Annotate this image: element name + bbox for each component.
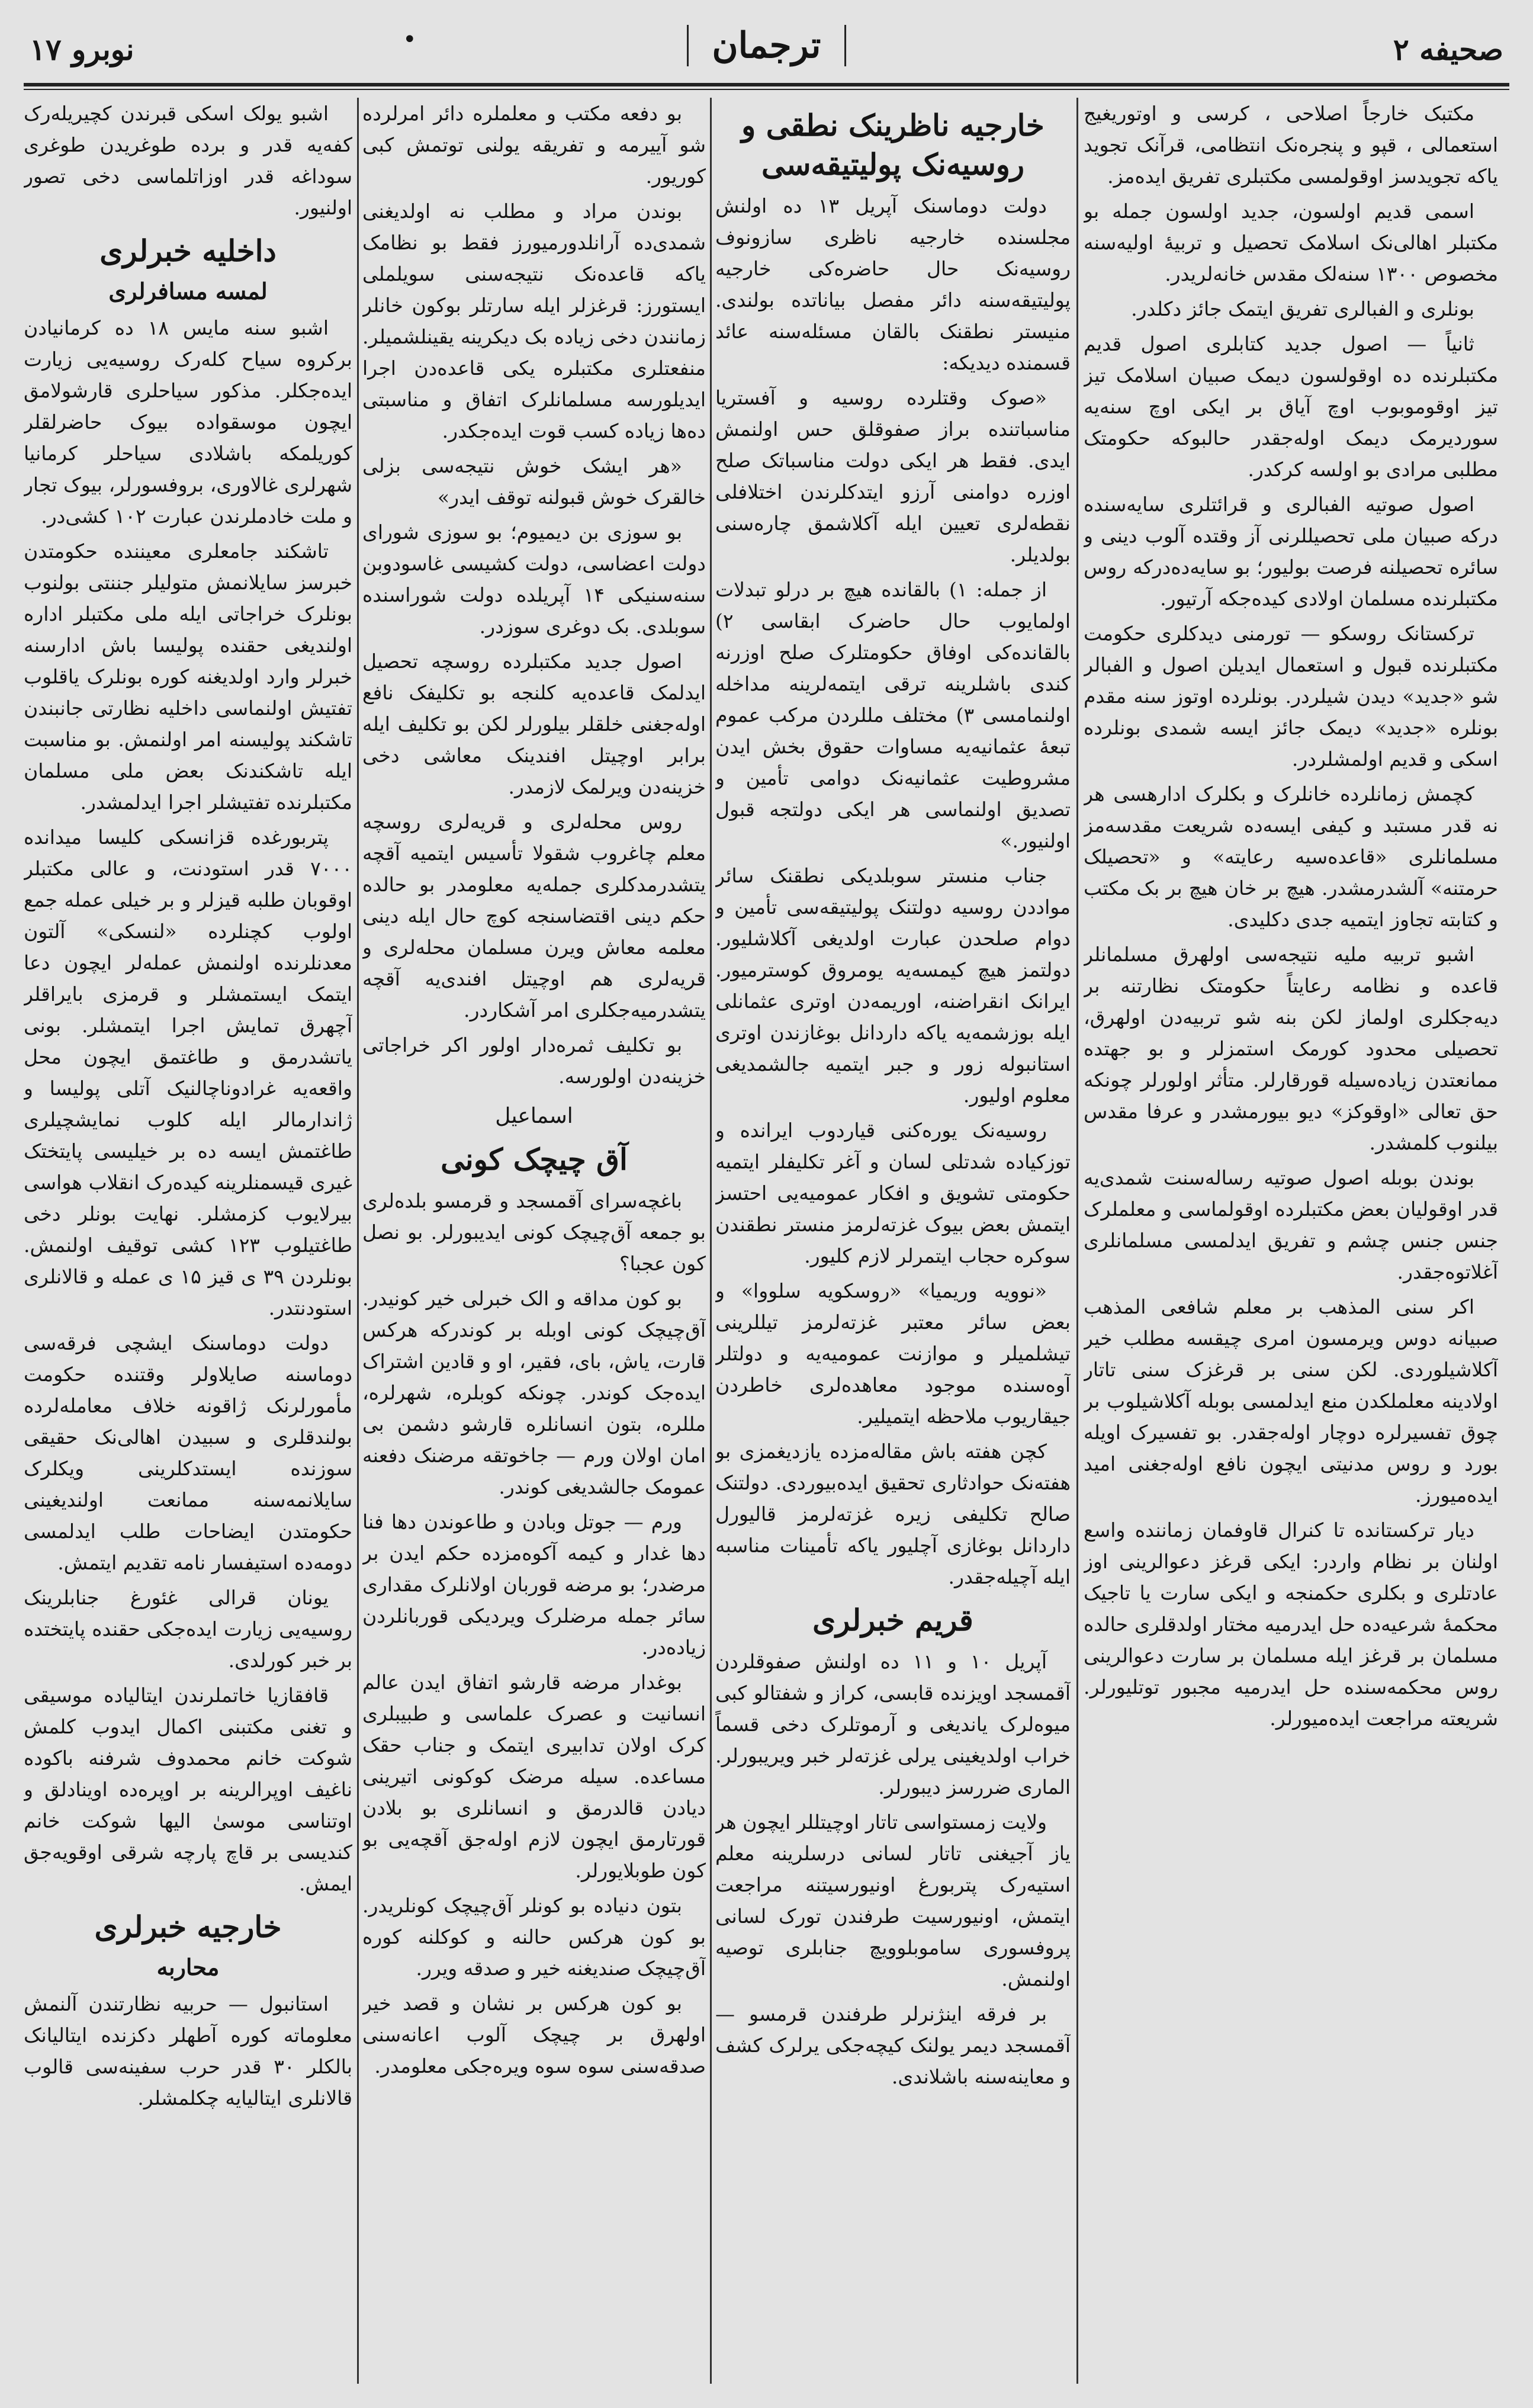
paragraph: اسمی قدیم اولسون، جدید اولسون جمله بو مکتبلر اهالی‌نک اسلامک تحصیل و تربیهٔ اولیه‌سنه مخصوص ۱۳۰۰ سنه‌لک مقدس خانه‌لریدر. <box>1084 200 1498 285</box>
paragraph: اصول جدید مکتبلرده روسچه تحصیل ایدلمک قاعده‌یه کلنجه بو تکلیفک نافع اوله‌جغنی خلقلر بیلورلر لکن بو تکلیف ایله برابر اوچیتل افندینک معاشی دخی خزینه‌دن ویرلمک لازمدر. <box>362 650 706 798</box>
paragraph: بو سوزی بن دیمیوم؛ بو سوزی شورای دولت اعضاسی، دولت کشیسی غاسودوبن سنه‌سنیکی ۱۴ آپریلده دولت شوراسنده سوبلدی. بک دوغری سوزدر. <box>362 521 706 638</box>
paragraph: دیار ترکستانده تا کنرال قاوفمان زماننده واسع اولنان بر نظام واردر: ایکی قرغز دعوالرینی اوز عادتلری و بکلری حکمنجه و ایکی سارت یا تاجیک محکمهٔ شرعیه‌ده حل ایدرمیه مختار اولدقلری حالده مسلمان بر قرغز ایله مسلمان بر سارت دعوالرینی روس محکمه‌سنده حل ایدرمیه مجبور توتلیورلر. شریعته مراجعت ایده‌میورلر. <box>1084 1518 1498 1730</box>
section-heading: قریم خبرلری <box>812 1603 973 1638</box>
paragraph: تاشکند جامعلری معیننده حکومتدن خبرسز سایلانمش متولیلر جننتی بولنوب بونلرک خراجاتی ایله ملی مکتبلر اداره اولندیغی حقنده پولیسا باش ادارسنه خبرلر وارد اولدیغنه کوره بونلرک یاقلوب تفتیش اولنماسی داخلیه نظارتی جانبندن تاشکند پولیسنه امر اولنمش. بو مناسبت ایله تاشکندنک بعض ملی مسلمان مکتبلرنده تفتیشلر اجرا ایدلمشدر. <box>24 540 352 814</box>
section-heading: داخلیه خبرلری <box>99 233 277 268</box>
paragraph: اصول صوتیه الفبالری و قرائتلری سایه‌سنده درکه صبیان ملی تحصیللرنی آز وقتده آلوب دینی و سائره تحصیلنه فرصت بولیور؛ بو سایه‌ده‌درکه روس مکتبلرنده مسلمان اولادی کیده‌جکه آرتیور. <box>1084 493 1498 610</box>
paragraph: کچن هفته باش مقاله‌مزده یازدیغمزی بو هفته‌نک حوادثاری تحقیق ایده‌بیوردی. دولتنک صالح تکلیفی زیره غزته‌لرمز قالیورل داردانل بوغازی آچلیور یاکه تأمینات مناسبه ایله آچیله‌جقدر. <box>715 1440 1071 1588</box>
paragraph: یونان قرالی غئورغ جنابلرینک روسیه‌یی زیارت ایده‌جکی حقنده پایتختده بر خبر کورلدی. <box>24 1586 352 1672</box>
column-1 <box>1084 98 1498 2384</box>
paragraph: بوندن مراد و مطلب نه اولدیغنی شمدی‌ده آرانلدورمیورز فقط بو نظامک یاکه قاعده‌نک نتیجه‌سنی سویلملی ایستورز: قرغزلر ایله سارتلر بوکون خانلر زمانندن دخی زیاده بک دیکرینه یقینلشمیلر. منفعتلری مکتبلره یکی قاعده‌دن اجرا ایدیلورسه مسلمانلرک اتفاق و مناسبتی ده‌ها زیاده کسب قوت ایده‌جکدر. <box>362 200 706 442</box>
paragraph: دولت دوماسنک آپریل ۱۳ ده اولنش مجلسنده خارجیه ناظری سازونوف روسیه‌نک حال حاضره‌کی خارجیه پولیتیقه‌سنه دائر مفصل بیاناتده بولندی. منیستر نطقنک بالقان مسئله‌سنه عائد قسمنده دیدیکه: <box>715 194 1071 374</box>
paragraph: بتون دنیاده بو کونلر آق‌چیچک کونلریدر. بو کون هرکس حالنه و کوکلنه کوره آق‌چیچک صندیغنه خیر و صدقه ویرر. <box>362 1894 706 1980</box>
author-signature: اسماعیل <box>495 1104 573 1128</box>
paragraph: ولایت زمستواسی تاتار اوچیتللر ایچون هر یاز آجیغنی تاتار لسانی درسلرینه معلم استیه‌رک پتربورغ اونیورسیتنه مراجعت ایتمش، اونیورسیت طرفندن تورک لسانی پروفسوری ساموبلوویچ جنابلری توصیه اولنمش. <box>715 1810 1071 1990</box>
column-divider <box>357 98 359 2384</box>
paragraph: کچمش زمانلرده خانلرک و بکلرک ادارهسی هر نه قدر مستبد و کیفی ایسه‌ده شریعت مقدسه‌مز مسلمانلری «قاعده‌سیه رعایته» و «تحصیلک حرمتنه» آلشدرمشدر. هیچ بر خان هیچ بر بک مکتب و کتابته تجاوز ایتمیه جدی دکلیدی. <box>1084 782 1498 931</box>
paragraph: اشبو تربیه ملیه نتیجه‌سی اولهرق مسلمانلر قاعده و نظامه رعایتاً حکومتک نظارتنه بر دیه‌جکلری اولماز لکن بنه شو تربیه‌دن اولهرق، تحصیلی محدود کورمک استمزلر و بو جهتده ممانعتدن زیاده‌سیله قورقارلر. متأثر اولورلر چونکه حق تعالی «اوقوکز» دیو بیورمشدر و عرفا مقدس بیلنوب کلمشدر. <box>1084 943 1498 1154</box>
paragraph: بونلری و الفبالری تفریق ایتمک جائز دکلدر. <box>1131 297 1474 320</box>
page-number: صحیفه ۲ <box>1393 32 1503 67</box>
article-heading: آق چیچک کونی <box>441 1142 628 1177</box>
paragraph: مکتبک خارجاً اصلاحی ، کرسی و اوتوریغیج استعمالی ، قپو و پنجره‌نک انتظامی، قرآنک تجوید یاکه تجویدسز اوقولمسی مکتبلری تفریق ایده‌مز. <box>1084 102 1498 188</box>
paragraph: «هر ایشک خوش نتیجه‌سی بزلی خالقرک خوش قبولنه توقف ایدر» <box>362 454 706 509</box>
paragraph: بر فرقه اینژنرلر طرفندن قرمسو — آقمسجد دیمر یولنک کیچه‌جکی یرلرک کشف و معاینه‌سنه باشلاندی. <box>715 2002 1071 2088</box>
section-subheading: محاربه <box>156 1954 220 1980</box>
paragraph: بو کون هرکس بر نشان و قصد خیر اولهرق بر چیچک آلوب اعانه‌سنی صدقه‌سنی سوه سوه ویره‌جکی معلومدر. <box>362 1992 706 2078</box>
paragraph: «صوک وقتلرده روسیه و آفستریا مناسباتنده براز صفوقلق حس اولنمش ایدی. فقط هر ایکی دولت مناسباتک صلح اوزره دوامنی آرزو ایتدکلرندن اختلافلی نقطه‌لری تعیین ایله آکلاشمق چاره‌سنی بولدیلر. <box>715 386 1071 566</box>
paragraph: پتربورغده قزانسکی کلیسا میدانده ۷۰۰۰ قدر استودنت، و عالی مکتبلر اوقوبان طلبه قیزلر و بر خیلی عمله جمع اولوب کچنلرده «لنسکی» آلتون معدنلرنده اولنمش عمله‌لر ایچون دعا ایتمک ایستمشلر و قرمزی بایراقلر آچهرق تمایش اجرا ایتمشلر. بونی یاتشدرمق و طاغتمق ایچون محل واقعه‌یه غرادوناچالنیک آتلی پولیسا و ژاندارمالر ایله کلوب نمایشچیلری طاغتمش ایسه ده بر خیلیسی پایتختک غیری قیسمنلرینه کیده‌رک انقلاب هواسی بیرلایوب کزمشلر. نهایت بونلر دخی طاغتیلوب ۱۲۳ کشی توقیف اولنمش. بونلردن ۳۹ ی قیز ۱۵ ی عمله و قالانلری استودنتدر. <box>24 826 352 1319</box>
section-heading: خارجیه خبرلری <box>94 1909 282 1944</box>
paragraph: بو دفعه مکتب و معلملره دائر امرلرده شو آییرمه و تفریقه یولنی توتمش کبی کوریور. <box>362 102 706 188</box>
paragraph: از جمله: ۱) بالقانده هیچ بر درلو تبدلات اولمایوب حال حاضرک ابقاسی ۲) بالقانده‌کی اوفاق حکومتلرک صلح اوزرنه کندی باشلرینه ترقی ایتمه‌لرینه مداخله اولنمامسی ۳) مختلف مللردن مرکب عموم تبعهٔ عثمانیه‌یه مساوات حقوق بخش ایدن مشروطیت عثمانیه‌نک دوامی تأمین و تصدیق اولنماسی هر ایکی دولتجه قبول اولنیور.» <box>715 578 1071 852</box>
paragraph: آپریل ۱۰ و ۱۱ ده اولنش صفوقلردن آقمسجد اویزنده قابسی، کراز و شفتالو کبی میوه‌لرک یاندیغی و آرموتلرک دخی قسماً خراب اولدیغینی یرلی غزته‌لر خبر ویریبورلر. الماری ضررسز دیبورلر. <box>715 1650 1071 1799</box>
paragraph: استانبول — حربیه نظارتندن آلنمش معلوماته کوره آطهلر دکزنده ایتالیانک بالکلر ۳۰ قدر حرب سفینه‌سی قالوب قالانلری ایتالیایه چکلمشلر. <box>24 1992 352 2110</box>
header-rule <box>24 83 1509 86</box>
paragraph: ترکستانک روسکو — تورمنی دیدکلری حکومت مکتبلرنده قبول و استعمال ایدیلن اصول و الفبالر شو «جدید» دیدن شیلردر. بونلرده اوتوز سنه مقدم بونلره «جدید» دیمک جائز ایسه شمدی بونلرده اسکی و قدیم اولمشلردر. <box>1084 622 1498 770</box>
masthead <box>24 20 1509 84</box>
paragraph: بوندن بوبله اصول صوتیه رساله‌سنت شمدی‌یه قدر اوقولیان بعض مکتبلرده اوقولماسی و معلملرک جنس جنس چشم و تفریق ایدلمسی مسلمانلری آغلاتوه‌جقدر. <box>1084 1166 1498 1283</box>
paragraph: بو کون مداقه و الک خبرلی خیر کونیدر. آق‌چیچک کونی اوبله بر کوندرکه هرکس قارت، یاش، بای، فقیر، او و قادین اشتراک ایده‌جک کوندر. چونکه کوبلره، شهرلره، مللره، بتون انسانلره قارشو دشمن بی امان اولان ورم — جاخوتقه مرضنک دفعنه عمومک جالشدیغی کوندر. <box>362 1287 706 1498</box>
header-rule-thin <box>24 89 1509 90</box>
paragraph: «نوویه وریمیا» «روسکویه سلووا» و بعض سائر معتبر غزته‌لرمز تیللرینی تیشلمیلر و موازنت عمومیه‌یه و دولتلر آوه‌سنده موجود معاهده‌لری خاطردن جیقاریوب ملاحظه ایتمیلیر. <box>715 1279 1071 1428</box>
column-4 <box>24 98 352 2384</box>
paragraph: ثانیاً — اصول جدید کتابلری اصول قدیم مکتبلرنده ده اوقولسون دیمک صبیان اسلامک تیز تیز اوقوموبوب اوچ آیاق بر ایکی اوچ سنه‌یه سوردیرمک دیمک اوله‌جقدر حالبوکه حکومتک مطلبی مرادی بو اولسه کرکدر. <box>1084 332 1498 481</box>
paragraph: روسیه‌نک یوره‌کنی قیاردوب ایرانده و توزکیاده شدتلی لسان و آغر تکلیفلر ایتمیه حکومتی تشویق و افکار عمومیه‌یی احتسز ایتمش بعض بیوک غزته‌لرمز منستر نطقندن سوکره حجاب ایتمرلر لازم کلیور. <box>715 1119 1071 1267</box>
column-divider <box>710 98 712 2384</box>
ornament-dot: • <box>403 26 417 53</box>
section-subheading: لمسه مسافرلری <box>108 278 268 304</box>
paragraph: باغچه‌سرای آقمسجد و قرمسو بلده‌لری بو جمعه آق‌چیچک کونی ایدیبورلر. بو نصل کون عجبا؟ <box>362 1189 706 1275</box>
paragraph: روس محله‌لری و قریه‌لری روسچه معلم چاغروب شقولا تأسیس ایتمیه آقچه یتشدرمدکلری جمله‌یه معلومدر بو حالده حکم دینی اقتضاسنجه کوچ حال ایله دینی معلمه معاش ویرن مسلمان محله‌لری و قریه‌لری هم اوچیتل افندی‌یه آقچه یتشدرمیه‌جکلری امر آشکاردر. <box>362 810 706 1022</box>
paragraph: ورم — جوتل وبادن و طاعوندن دها فنا دها غدار و کیمه آکوه‌مزده حکم ایدن بر مرضدر؛ بو مرضه قوربان اولانلرک مقداری سائر جمله مرضلرک ویردیکی قوربانلردن زیاده‌در. <box>362 1510 706 1659</box>
paragraph: اشبو یولک اسکی قبرندن کچیریله‌رک کفه‌یه قدر و برده طوغریدن طوغری سوداغه قدر اوزاتلماسی دخی تصور اولنیور. <box>24 102 352 219</box>
paragraph: اکر سنی المذهب بر معلم شافعی المذهب صبیانه دوس ویرمسون امری چیقسه مطلب خیر آکلاشیلوردی. لکن سنی بر قرغزک سنی تاتار اولادینه معلملکدن منع ایدلمسی بوبله آکلاشیلوب بر چوق تفسیرلره دوچار اوله‌جقدر. بو تفسیرک اویله بورد و روس مدنیتی ایچون نافع اوله‌جغنی امید ایده‌میورز. <box>1084 1295 1498 1507</box>
column-2 <box>715 98 1071 2384</box>
paragraph: قافقازیا خاتملرندن ایتالیاده موسیقی و تغنی مکتبنی اکمال ایدوب کلمش شوکت خانم محمدوف شرفنه باکوده ناغیف اوپرالرینه بر اوپره‌ده اوینادلق و اوتناسی موسیٰ الیها شوکت خانم کندیسی بر قاچ پارچه شرقی اوقویه‌جق ایمش. <box>24 1684 352 1895</box>
paragraph: بو تکلیف ثمره‌دار اولور اکر خراجاتی خزینه‌دن اولورسه. <box>362 1033 706 1088</box>
newspaper-title: ترجمان <box>687 25 847 66</box>
paragraph: جناب منستر سوبلدیکی نطقنک سائر مواددن روسیه دولتنک پولیتیقه‌سی تأمین و دوام صلحدن عبارت اولدیغی آکلاشلیور. دولتمز هیچ کیمسه‌یه یومروق کوسترمیور. ایرانک انقراضنه، اوریمه‌دن اوتری عثمانلی ایله بوزشمه‌یه یاکه داردانل بوغازندن اوتری استانبوله زور و جبر ایتمیه جالشمدیغی معلوم اولیور. <box>715 864 1071 1107</box>
paragraph: اشبو سنه مایس ۱۸ ده کرمانیادن برکروه سیاح کله‌رک روسیه‌یی زیارت ایده‌جکلر. مذکور سیاحلری قارشولامق ایچون موسقواده بیوک حاضرلقلر کوریلمکه باشلادی سیاحلر کرمانیا شهرلری غالاوری، بروفسورلر، بیوک تجار و ملت خادملرندن عبارت ۱۰۲ کشی‌در. <box>24 316 352 528</box>
issue-date: نوبرو ۱۷ <box>30 32 134 67</box>
article-heading: خارجیه ناظرینک نطقی و روسیه‌نک پولیتیقه‌سی <box>741 108 1045 182</box>
paragraph: دولت دوماسنک ایشچی فرقه‌سی دوماسنه صایلاولر وقتنده حکومت مأمورلرنک ژاقونه خلاف معامله‌لرده بولندقلری و سبیدن اهالی‌نک حقیقی سوزنده ایستدکلرینی ویکلرک سایلانمه‌سنه ممانعت اولندیغینی حکومتدن ایضاحات طلب ایدلمسی دومه‌ده استیفسار نامه تقدیم ایتمش. <box>24 1331 352 1574</box>
column-divider <box>1076 98 1078 2384</box>
paragraph: بوغدار مرضه قارشو اتفاق ایدن عالم انسانیت و عصرک علماسی و طبیبلری کرک اولان تدابیری ایتمک و جناب حقک مساعده. سیله مرضک کوکونی اتیرینی دیادن قالدرمق و انسانلری بو بلادن قورتارمق ایچون لازم اوله‌جق آقچه‌یی بو کون طوبلایورلر. <box>362 1671 706 1882</box>
column-3 <box>362 98 706 2384</box>
